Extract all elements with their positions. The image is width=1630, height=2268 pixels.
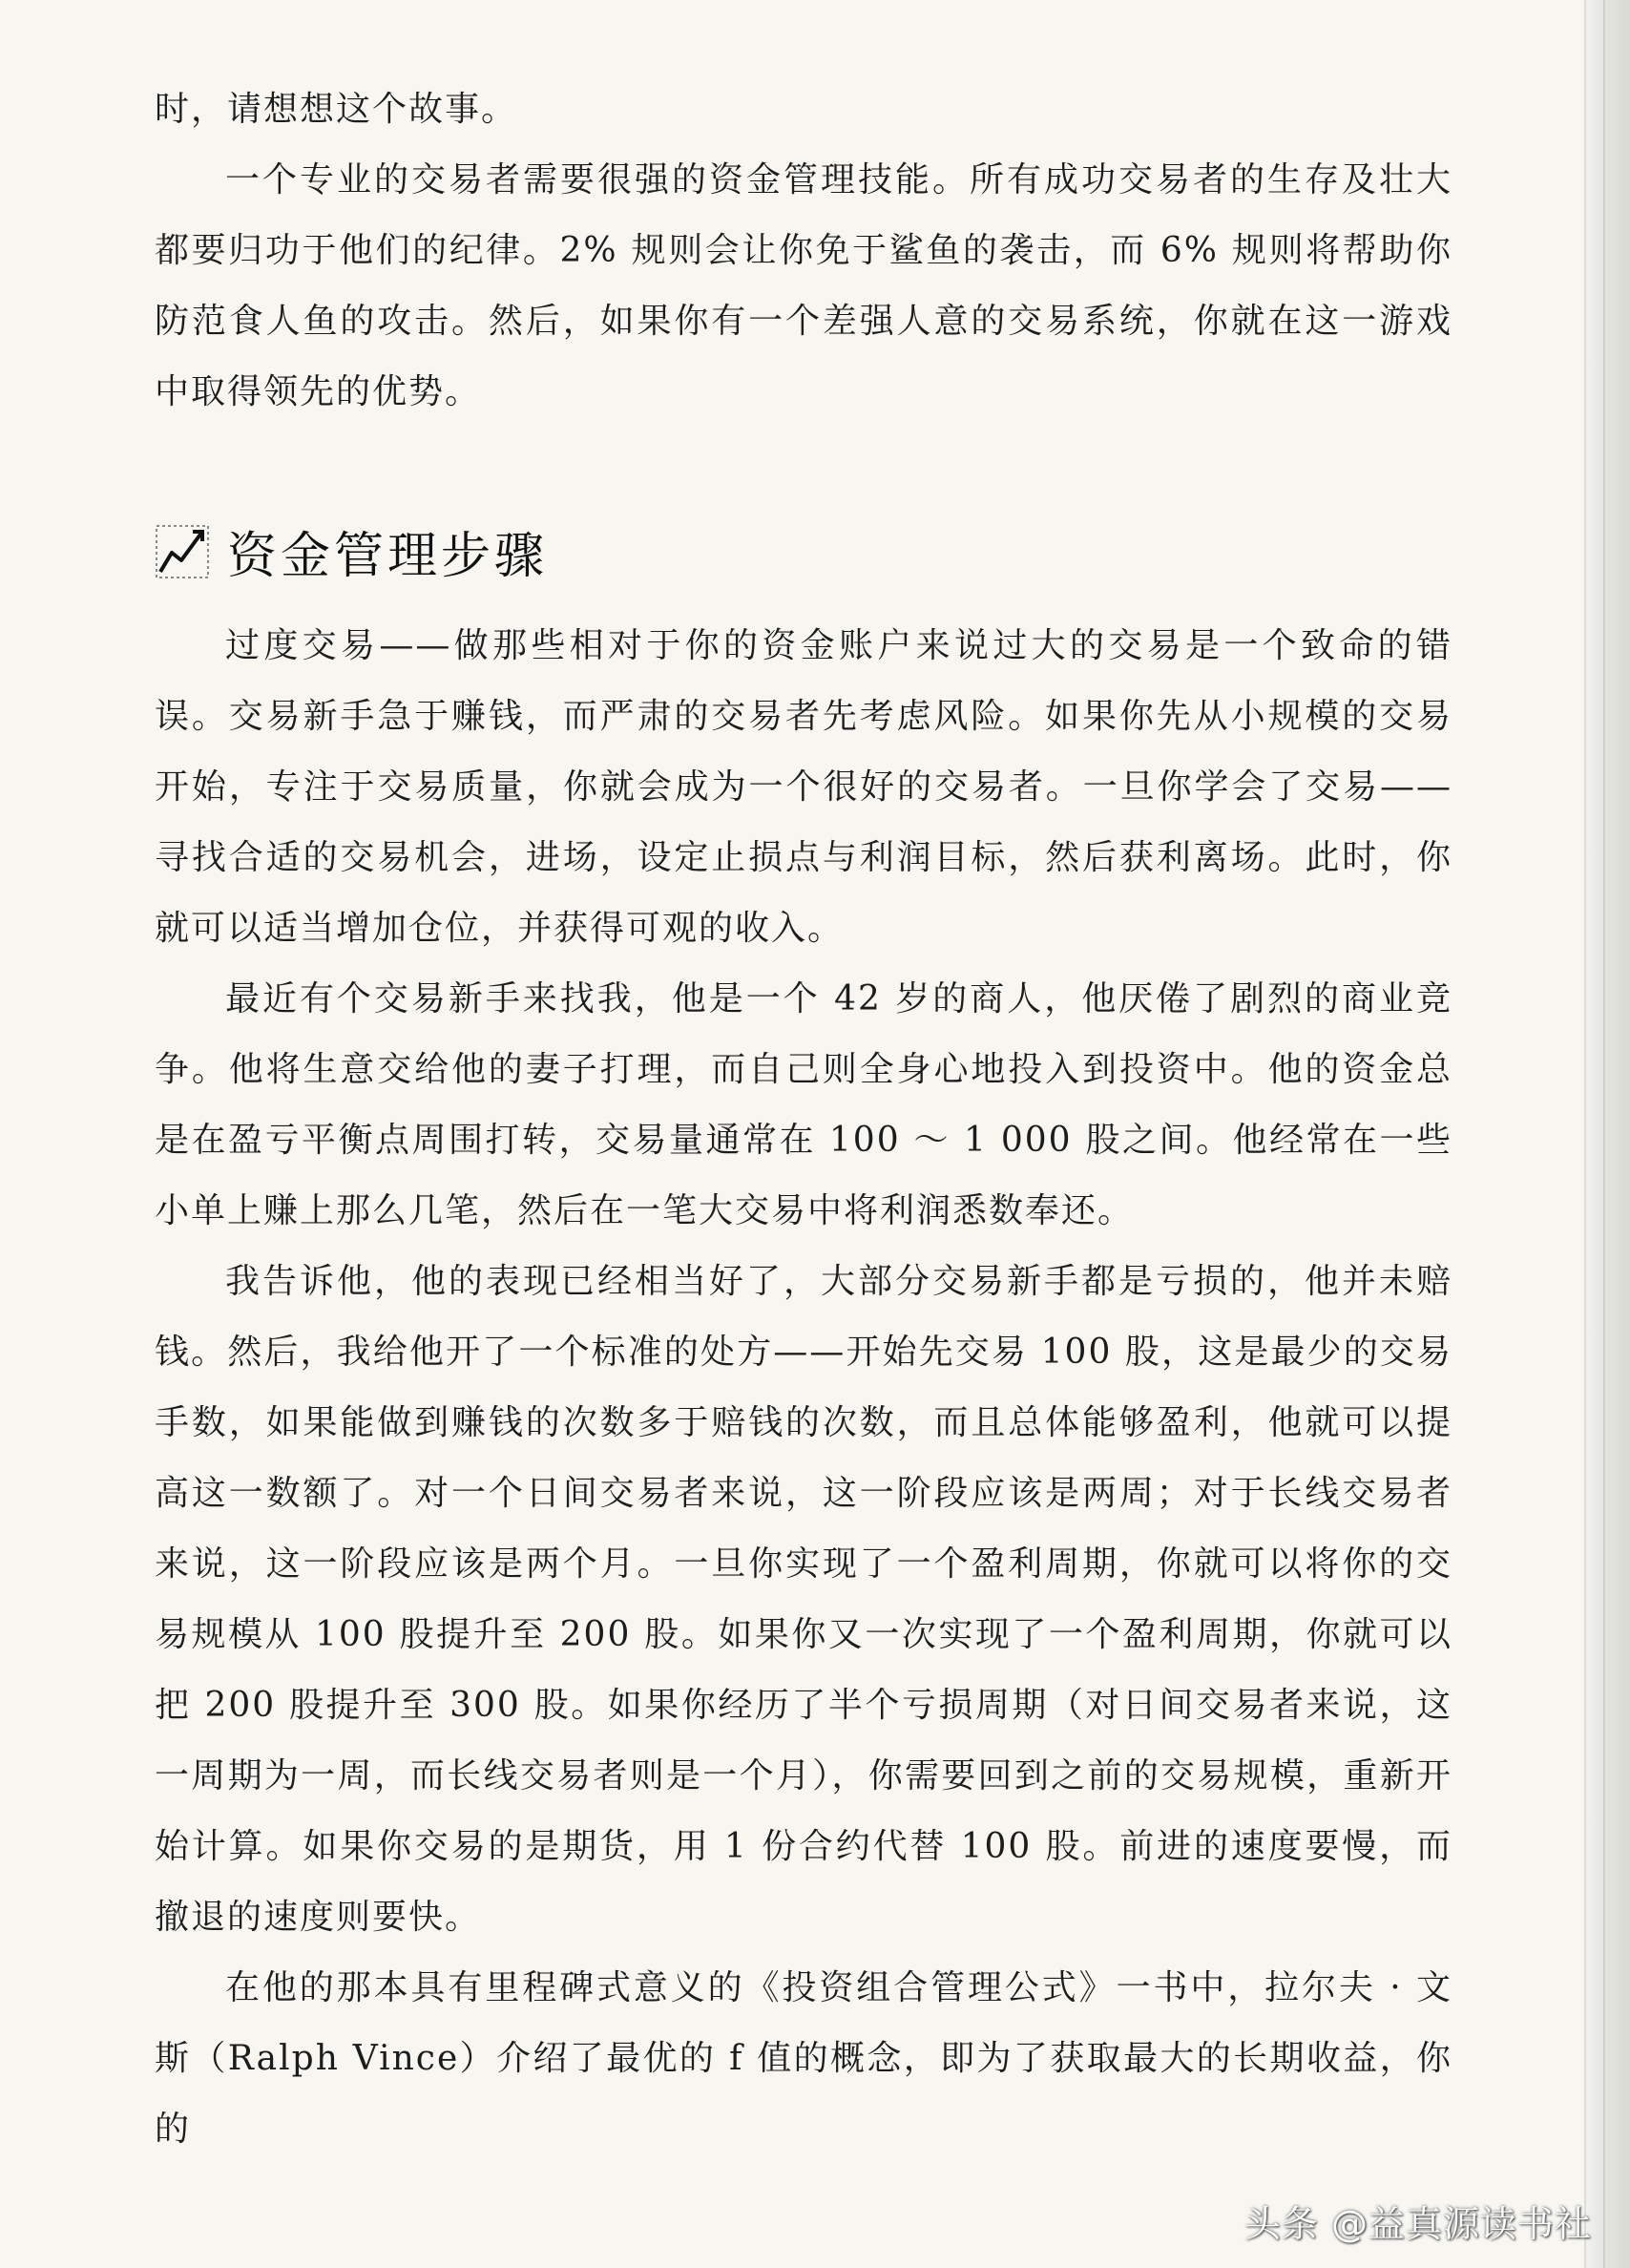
watermark: 头条 @益真源读书社 [1243, 2203, 1592, 2245]
section-title: 资金管理步骤 [227, 528, 549, 585]
section-body [155, 611, 1452, 2165]
paragraph-1: 过度交易——做那些相对于你的资金账户来说过大的交易是一个致命的错误。交易新手急于赚钱，而严肃的交易者先考虑风险。如果你先从小规模的交易开始，专注于交易质量，你就会成为一个很好的交易者。一旦你学会了交易——寻找合适的交易机会，进场，设定止损点与利润目标，然后获利离场。此时，你就可以适当增加仓位，并获得可观的收入。 [155, 626, 1452, 948]
paragraph-3: 我告诉他，他的表现已经相当好了，大部分交易新手都是亏损的，他并未赔钱。然后，我给他开了一个标准的处方——开始先交易 100 股，这是最少的交易手数，如果能做到赚钱的次数多于赔钱的次数，而且总体能够盈利，他就可以提高这一数额了。对一个日间交易者来说，这一阶段应该是两周；对于长线交易者来说，这一阶段应该是两个月。一旦你实现了一个盈利周期，你就可以将你的交易规模从 100 股提升至 200 股。如果你又一次实现了一个盈利周期，你就可以把 200 股提升至 300 股。如果你经历了半个亏损周期（对日间交易者来说，这一周期为一周，而长线交易者则是一个月），你需要回到之前的交易规模，重新开始计算。如果你交易的是期货，用 1 份合约代替 100 股。前进的速度要慢，而撤退的速度则要快。 [155, 1262, 1452, 1937]
section-heading [155, 515, 548, 587]
paragraph-4: 在他的那本具有里程碑式意义的《投资组合管理公式》一书中，拉尔夫 · 文斯（Ralph Vince）介绍了最优的 f 值的概念，即为了获取最大的长期收益，你的 [155, 1968, 1452, 2149]
intro-block [155, 74, 1452, 428]
paragraph-2: 最近有个交易新手来找我，他是一个 42 岁的商人，他厌倦了剧烈的商业竞争。他将生意交给他的妻子打理，而自己则全身心地投入到投资中。他的资金总是在盈亏平衡点周围打转，交易量通常在 100 ～ 1 000 股之间。他经常在一些小单上赚上那么几笔，然后在一笔大交易中将利润悉数奉还。 [155, 979, 1452, 1230]
page-edge [1584, 0, 1630, 2268]
intro-line: 时，请想想这个故事。 [155, 90, 518, 129]
chart-line-icon [155, 524, 210, 579]
intro-paragraph: 一个专业的交易者需要很强的资金管理技能。所有成功交易者的生存及壮大都要归功于他们的纪律。2% 规则会让你免于鲨鱼的袭击，而 6% 规则将帮助你防范食人鱼的攻击。然后，如果你有一个差强人意的交易系统，你就在这一游戏中取得领先的优势。 [155, 160, 1452, 411]
